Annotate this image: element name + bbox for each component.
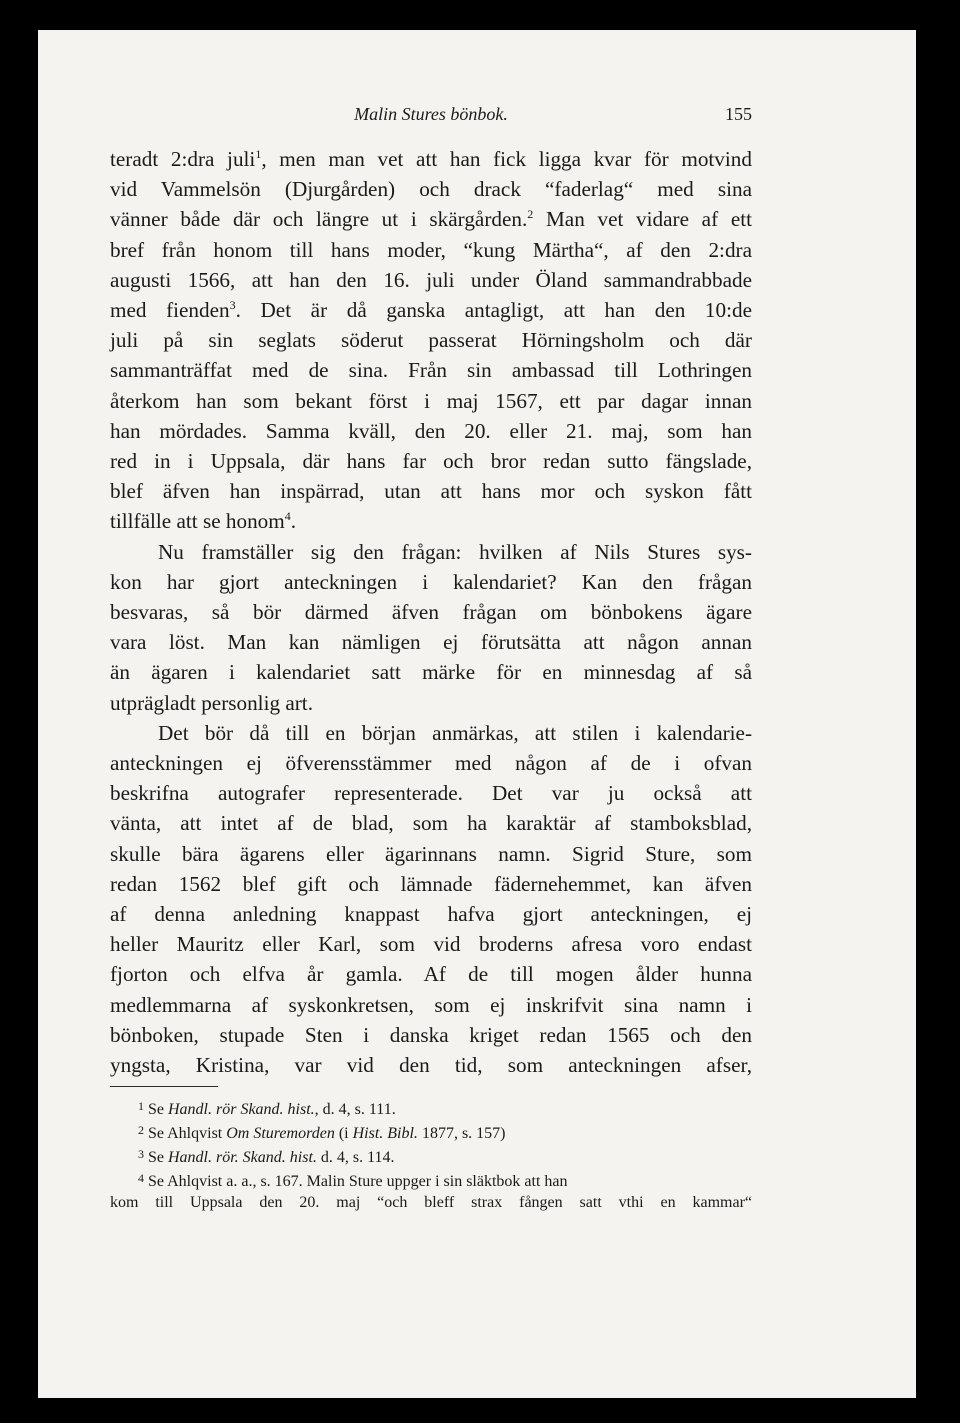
text-line: anteckningen ej öfverensstämmer med någon af de i ofvan [110, 751, 752, 776]
paragraph-3 [110, 718, 752, 1080]
text-line: skulle bära ägarens eller ägarinnans namn. Sigrid Sture, som [110, 841, 752, 866]
text-line: besvaras, så bör därmed äfven frågan om bönbokens ägare [110, 600, 752, 625]
text-line: vänta, att intet af de blad, som ha karaktär af stamboksblad, [110, 811, 752, 836]
footnote-ref: 4 [284, 509, 291, 524]
footnotes [110, 1096, 752, 1213]
text-line: Det bör då till en början anmärkas, att stilen i kalendarie- [158, 720, 752, 745]
text-line: tillfälle att se honom$^4$. [110, 509, 297, 534]
footnote-1: 1 Se Handl. rör Skand. hist., d. 4, s. 111. [138, 1099, 396, 1118]
text-line: teradt 2:dra juli$^1$, men man vet att han fick ligga kvar för motvind [110, 146, 752, 171]
text-line: han mördades. Samma kväll, den 20. eller 21. maj, som han [110, 418, 752, 443]
text-line: fjorton och elfva år gamla. Af de till mogen ålder hunna [110, 962, 752, 987]
text-line: vänner både där och längre ut i skärgården.$^2$ Man vet vidare af ett [110, 207, 752, 232]
text-line: sammanträffat med de sina. Från sin ambassad till Lothringen [110, 358, 752, 383]
text-line: vid Vammelsön (Djurgården) och drack “faderlag“ med sina [110, 177, 752, 202]
text-line: med fienden$^3$. Det är då ganska antagligt, att han den 10:de [110, 297, 752, 323]
footnote-2: 2 Se Ahlqvist Om Sturemorden (i Hist. Bibl. 1877, s. 157) [138, 1123, 506, 1142]
paragraph-1 [110, 144, 752, 537]
text-line: bönboken, stupade Sten i danska kriget redan 1565 och den [110, 1022, 752, 1047]
text-line: af denna anledning knappast hafva gjort anteckningen, ej [110, 902, 752, 927]
paragraph-2 [110, 537, 752, 718]
text-line: återkom han som bekant först i maj 1567, ett par dagar innan [110, 388, 752, 413]
text-line: redan 1562 blef gift och lämnade fädernehemmet, kan äfven [110, 871, 752, 896]
text-line: red in i Uppsala, där hans far och bror redan sutto fängslade, [110, 449, 752, 474]
text-line: utprägladt personlig art. [110, 690, 313, 715]
text-line: vara löst. Man kan nämligen ej förutsätta att någon annan [110, 630, 752, 655]
footnote-4: 4 Se Ahlqvist a. a., s. 167. Malin Sture uppger i sin släktbok att han [138, 1171, 568, 1190]
text-line: yngsta, Kristina, var vid den tid, som anteckningen afser, [110, 1053, 752, 1078]
text-line: beskrifna autografer representerade. Det var ju också att [110, 781, 752, 806]
text-line: Nu framställer sig den frågan: hvilken af Nils Stures sys- [158, 539, 752, 564]
text-line: augusti 1566, att han den 16. juli under Öland sammandrabbade [110, 267, 752, 292]
footnote-ref: 2 [527, 207, 534, 222]
footnote-ref: 1 [255, 146, 262, 161]
running-title: Malin Stures bönbok. [354, 104, 508, 124]
footnote-ref: 3 [229, 297, 236, 312]
text-line: blef äfven han inspärrad, utan att hans mor och syskon fått [110, 479, 752, 504]
body-text [110, 144, 752, 1080]
running-header [110, 102, 752, 130]
footnote-4-continuation: kom till Uppsala den 20. maj “och bleff strax fången satt vthi en kammar“ [110, 1194, 752, 1211]
footnote-3: 3 Se Handl. rör. Skand. hist. d. 4, s. 114. [138, 1147, 395, 1166]
footnote-rule [110, 1086, 218, 1087]
text-line: än ägaren i kalendariet satt märke för en minnesdag af så [110, 660, 752, 685]
page-number: 155 [725, 104, 752, 124]
text-line: juli på sin seglats söderut passerat Hörningsholm och där [110, 328, 752, 353]
text-line: heller Mauritz eller Karl, som vid broderns afresa voro endast [110, 932, 752, 957]
text-line: kon har gjort anteckningen i kalendariet? Kan den frågan [110, 569, 752, 594]
text-line: medlemmarna af syskonkretsen, som ej inskrifvit sina namn i [110, 992, 752, 1017]
text-line: bref från honom till hans moder, “kung Märtha“, af den 2:dra [110, 237, 752, 262]
